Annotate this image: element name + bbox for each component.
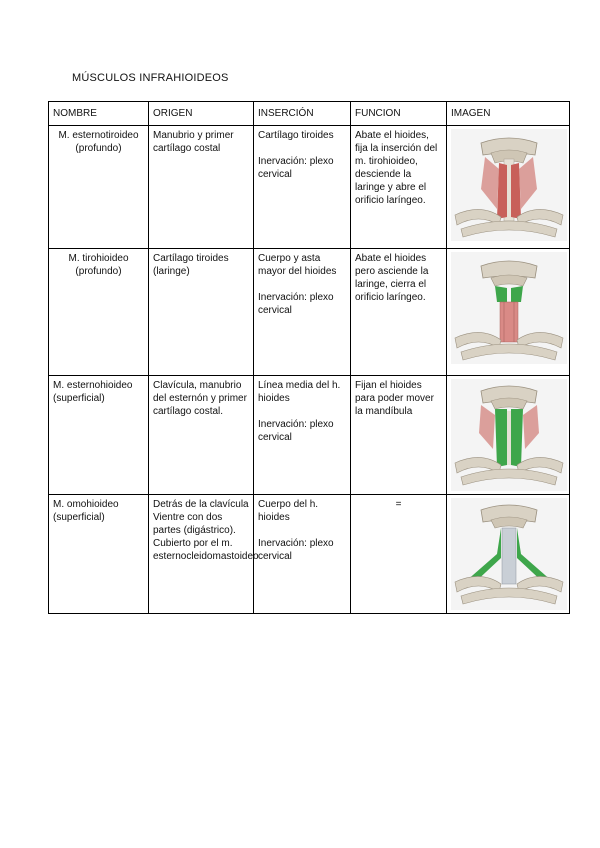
muscle-origin: Cartílago tiroides (laringe) — [149, 249, 254, 376]
muscle-origin: Clavícula, manubrio del esternón y primer cartílago costal. — [149, 376, 254, 495]
muscle-image-cell — [447, 126, 570, 249]
muscle-origin: Detrás de la clavícula Vientre con dos partes (digástrico). Cubierto por el m. esternocleidomastoideo — [149, 495, 254, 614]
table-header-row — [49, 102, 570, 126]
muscle-name: M. tirohioideo (profundo) — [49, 249, 149, 376]
muscle-function: Abate el hioides, fija la inserción del m. tirohioideo, desciende la laringe y abre el orificio laríngeo. — [351, 126, 447, 249]
header-funcion: FUNCION — [351, 102, 447, 126]
header-origen: ORIGEN — [149, 102, 254, 126]
neck-anatomy-image — [451, 252, 567, 364]
muscle-insertion: Cuerpo del h. hioides — [258, 499, 319, 523]
muscles-table — [48, 101, 570, 614]
muscle-image-cell — [447, 376, 570, 495]
table-row — [49, 495, 570, 614]
header-imagen: IMAGEN — [447, 102, 570, 126]
page-title: MÚSCULOS INFRAHIOIDEOS — [72, 72, 229, 84]
table-row — [49, 249, 570, 376]
muscle-insertion: Línea media del h. hioides — [258, 380, 341, 404]
muscle-name: M. esternohioideo (superficial) — [49, 376, 149, 495]
muscle-function: Fijan el hioides para poder mover la mandíbula — [351, 376, 447, 495]
neck-anatomy-image — [451, 129, 567, 241]
neck-anatomy-image — [451, 498, 567, 610]
table-row — [49, 126, 570, 249]
header-nombre: NOMBRE — [49, 102, 149, 126]
muscle-name: M. esternotiroideo (profundo) — [49, 126, 149, 249]
muscle-image-cell — [447, 495, 570, 614]
muscle-insertion-cell — [254, 495, 351, 614]
muscle-origin: Manubrio y primer cartílago costal — [149, 126, 254, 249]
header-insercion: INSERCIÓN — [254, 102, 351, 126]
muscle-insertion-cell — [254, 376, 351, 495]
muscle-innervation: Inervación: plexo cervical — [258, 419, 334, 443]
muscle-insertion-cell — [254, 126, 351, 249]
muscle-function: = — [351, 495, 447, 614]
muscle-name: M. omohioideo (superficial) — [49, 495, 149, 614]
muscle-innervation: Inervación: plexo cervical — [258, 538, 334, 562]
muscle-insertion-cell — [254, 249, 351, 376]
neck-anatomy-image — [451, 379, 567, 491]
muscle-function: Abate el hioides pero asciende la laringe, cierra el orificio laríngeo. — [351, 249, 447, 376]
muscle-image-cell — [447, 249, 570, 376]
muscle-innervation: Inervación: plexo cervical — [258, 156, 334, 180]
table-row — [49, 376, 570, 495]
muscle-insertion: Cartílago tiroides — [258, 130, 334, 141]
muscle-insertion: Cuerpo y asta mayor del hioides — [258, 253, 337, 277]
muscle-innervation: Inervación: plexo cervical — [258, 292, 334, 316]
